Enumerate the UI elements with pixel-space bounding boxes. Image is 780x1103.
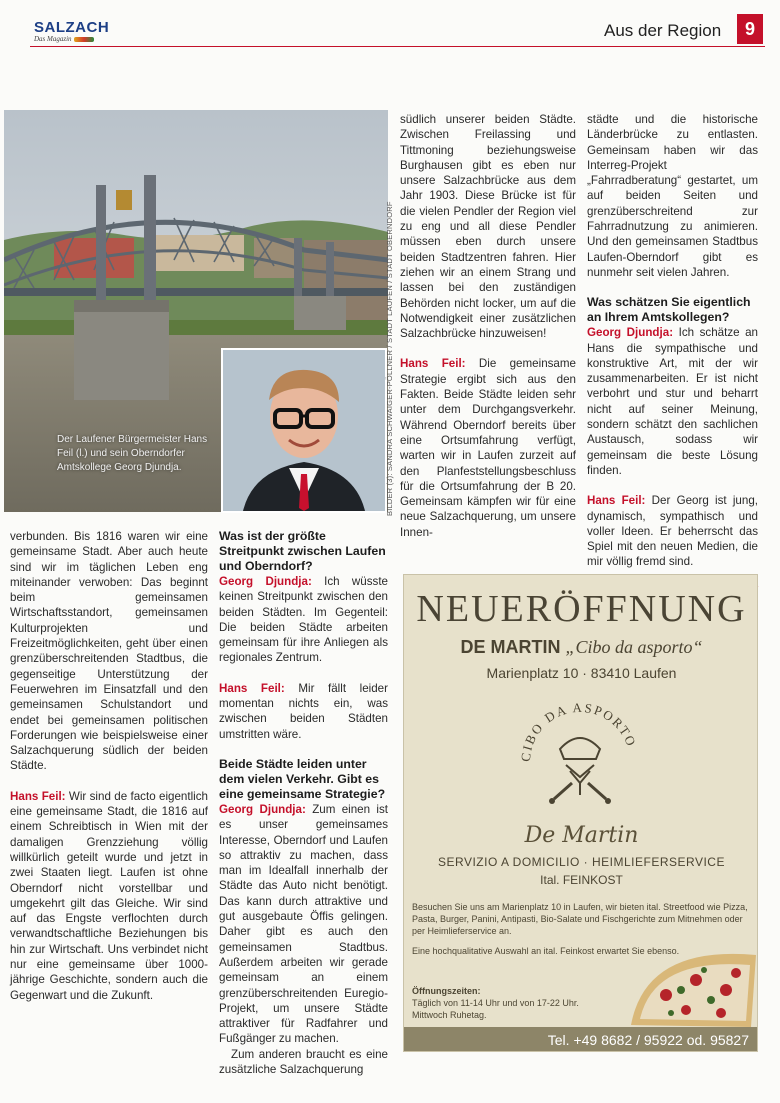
portrait-illustration-icon (223, 350, 385, 511)
pizza-icon (626, 935, 758, 1030)
ad-headline: NEUERÖFFNUNG (416, 588, 747, 630)
speaker-label: Georg Djundja: (219, 802, 306, 816)
article-paragraph: Hans Feil: Wir sind de facto eigentlich eine gemeinsame Stadt, die 1816 auf einem Schreibtisch in Wien mit der damaligen Grenzziehung völlig willkürlich geteilt wurde und jetzt in zwei Staaten liegt. Laufen ist ohne Oberndorf nicht vorstellbar und umgekehrt gilt das Gleiche. Wir sind auf das Engste verflochten durch verwandtschaftliche Beziehungen bis hin zur Wirtschaft. Uns verbindet nicht nur eine gemeinsame über 1000-jährige Geschichte, sondern auch die Gegenwart und die Zukunft. (10, 789, 208, 1002)
article-paragraph: Georg Djundja: Zum einen ist es unser gemeinsames Interesse, Oberndorf und Laufen so attraktiv zu machen, dass man im Idealfall innerhalb der Städte das Auto nicht benötigt. Das kann durch attraktive und gut ausgebaute Öffis gelingen. Daher gibt es auch den gemeinsamen Stadtbus. Außerdem arbeiten wir gerade gemeinsam an einem grenzüberschreitenden Euregio-Projekt, um unsere Städte attraktiver für Radfahrer und Fußgänger zu machen. (219, 802, 388, 1046)
article-paragraph: Georg Djundja: Ich schätze an Hans die sympathische und konstruktive Art, mit der wir zusammenarbeiten. Er ist nicht verbohrt und stur und beharrt nicht auf seiner Meinung, sondern schätzt den sachlichen Austausch, sodass wir gemeinsam die beste Lösung finden. (587, 326, 759, 477)
ad-service-line: SERVIZIO A DOMICILIO · HEIMLIEFERSERVICE (438, 855, 725, 869)
header-divider (30, 46, 765, 47)
ad-paragraph: Eine hochqualitative Auswahl an ital. Feinkost erwartet Sie ebenso. (412, 946, 680, 956)
article-paragraph: verbunden. Bis 1816 waren wir eine gemeinsame Stadt. Aber auch heute sind wir im täglichen Leben eng miteinander verwoben: Das beginnt beim gemeinsamen Wirtschaftsstandort, gemeinsamen Kulturprojekten und Freizeitmöglichkeiten, geht über einen grenzüberschreitenden Stadtbus, die gegenseitige Unterstützung der Feuerwehren im Einsatzfall und den gemeinsamen Schulstandort und endet bei gemeinsamen politischen Forderungen wie beispielsweise einer Salzachquerung südlich der beiden Städte. (10, 530, 208, 773)
interview-question: Beide Städte leiden unter dem vielen Verkehr. Gibt es eine gemeinsame Strategie? (219, 756, 386, 801)
logo-title: SALZACH (34, 19, 110, 36)
interview-question: Was schätzen Sie eigentlich an Ihrem Amtskollegen? (587, 295, 751, 325)
article-paragraph: Georg Djundja: Ich wüsste keinen Streitpunkt zwischen den beiden Städten. Im Gegenteil: Die beiden Städte arbeiten gemeinsam für ihre Anliegen als regionales Zentrum. (219, 575, 388, 665)
photo-caption: Der Laufener Bürgermeister Hans Feil (l.) und sein Oberndorfer Amtskollege Georg Djundja. (57, 434, 208, 473)
article-paragraph: städte und die historische Länderbrücke zu entlasten. Gemeinsam haben wir das Interreg-Projekt „Fahrradberatung“ gestartet, um auf beiden Seiten und grenzüberschreitend zur Fahrradnutzung zu animieren. Und den gemeinsamen Stadtbus Laufen-Oberndorf gibt es nunmehr seit vielen Jahren. (587, 113, 758, 279)
ad-address: Marienplatz 10 · 83410 Laufen (486, 665, 677, 681)
ad-opening-hours (412, 985, 612, 1021)
speaker-label: Hans Feil: (400, 357, 466, 371)
article-paragraph: Hans Feil: Die gemeinsame Strategie ergibt sich aus den Fakten. Beide Städte leiden sehr unter dem Durchgangsverkehr. Während Oberndorf bereits über eine Ortsumfahrung verfügt, warten wir in Laufen zurzeit auf den Planfeststellungsbeschluss für die Ortsumfahrung der B 20. Gemeinsam kämpfen wir für eine neue Salzachquerung, um unsere Innen- (400, 357, 576, 539)
ad-hours-line: Täglich von 11-14 Uhr und von 17-22 Uhr. (412, 998, 579, 1008)
logo-mark-icon (74, 37, 94, 42)
ad-paragraph: Besuchen Sie uns am Marienplatz 10 in Laufen, wir bieten ital. Streetfood wie Pizza, Pasta, Burger, Panini, Antipasti, Bio-Salate und Fischgerichte zum Mitnehmen oder per Heimlieferservice an. (412, 902, 748, 936)
emblem-text: CIBO DA ASPORTO (517, 699, 640, 763)
page-number: 9 (737, 14, 763, 44)
article-column-4 (587, 112, 758, 594)
article-paragraph: Hans Feil: Der Georg ist jung, dynamisch, sympathisch und voller Ideen. Er beherrscht das Spiel mit den neuen Medien, die mir völlig fremd sind. (587, 494, 758, 569)
advertisement[interactable] (403, 574, 758, 1052)
ad-phone-bar[interactable]: Tel. +49 8682 / 95922 od. 95827 (404, 1027, 758, 1052)
magazine-logo[interactable] (34, 20, 109, 43)
article-column-2 (219, 529, 388, 1092)
svg-text:CIBO DA ASPORTO (518, 700, 640, 763)
chef-emblem-icon (510, 687, 650, 817)
photo-credit: BILDER (3): SANDRA SCHWAIGER-PÖLLNER / STADT LAUFEN / STADT OBERNDORF (385, 201, 394, 516)
speaker-label: Hans Feil: (219, 681, 285, 695)
portrait-photo (221, 348, 387, 513)
article-column-3 (400, 112, 576, 555)
interview-question: Was ist der größte Streitpunkt zwischen Laufen und Oberndorf? (219, 529, 386, 573)
section-title: Aus der Region (604, 21, 722, 40)
ad-logo-script: De Martin (524, 823, 639, 848)
speaker-label: Hans Feil: (587, 494, 646, 508)
speaker-label: Hans Feil: (10, 789, 66, 803)
ad-feinkost-line: Ital. FEINKOST (540, 873, 623, 887)
article-column-1 (10, 529, 208, 1018)
ad-business-name: DE MARTIN „Cibo da asporto“ (460, 637, 703, 657)
logo-subtitle: Das Magazin (34, 35, 109, 43)
speaker-label: Georg Djundja: (587, 326, 674, 340)
article-paragraph: Zum anderen braucht es eine zusätzliche Salzachquerung (219, 1047, 388, 1077)
page-header (0, 0, 780, 52)
speaker-label: Georg Djundja: (219, 575, 312, 588)
article-paragraph: Hans Feil: Mir fällt leider momentan nichts ein, was zwischen beiden Städten umstritten wäre. (219, 681, 388, 741)
ad-hours-title: Öffnungszeiten: (412, 986, 481, 996)
ad-hours-line: Mittwoch Ruhetag. (412, 1010, 487, 1020)
article-paragraph: südlich unserer beiden Städte. Zwischen Freilassing und Tittmoning beziehungsweise Burghausen gibt es eben nur unsere Salzachbrücke aus dem Jahr 1903. Diese Brücke ist für die vielen Pendler der Region viel zu eng und all diese Pendler müssen eben durch unsere beiden Stadtzentren fahren. Hier ziehen wir an einem Strang und lassen bei den zuständigen Behörden nicht locker, um auf die Notwendigkeit einer zusätzlichen Salzachbrücke hinzuweisen! (400, 113, 576, 341)
